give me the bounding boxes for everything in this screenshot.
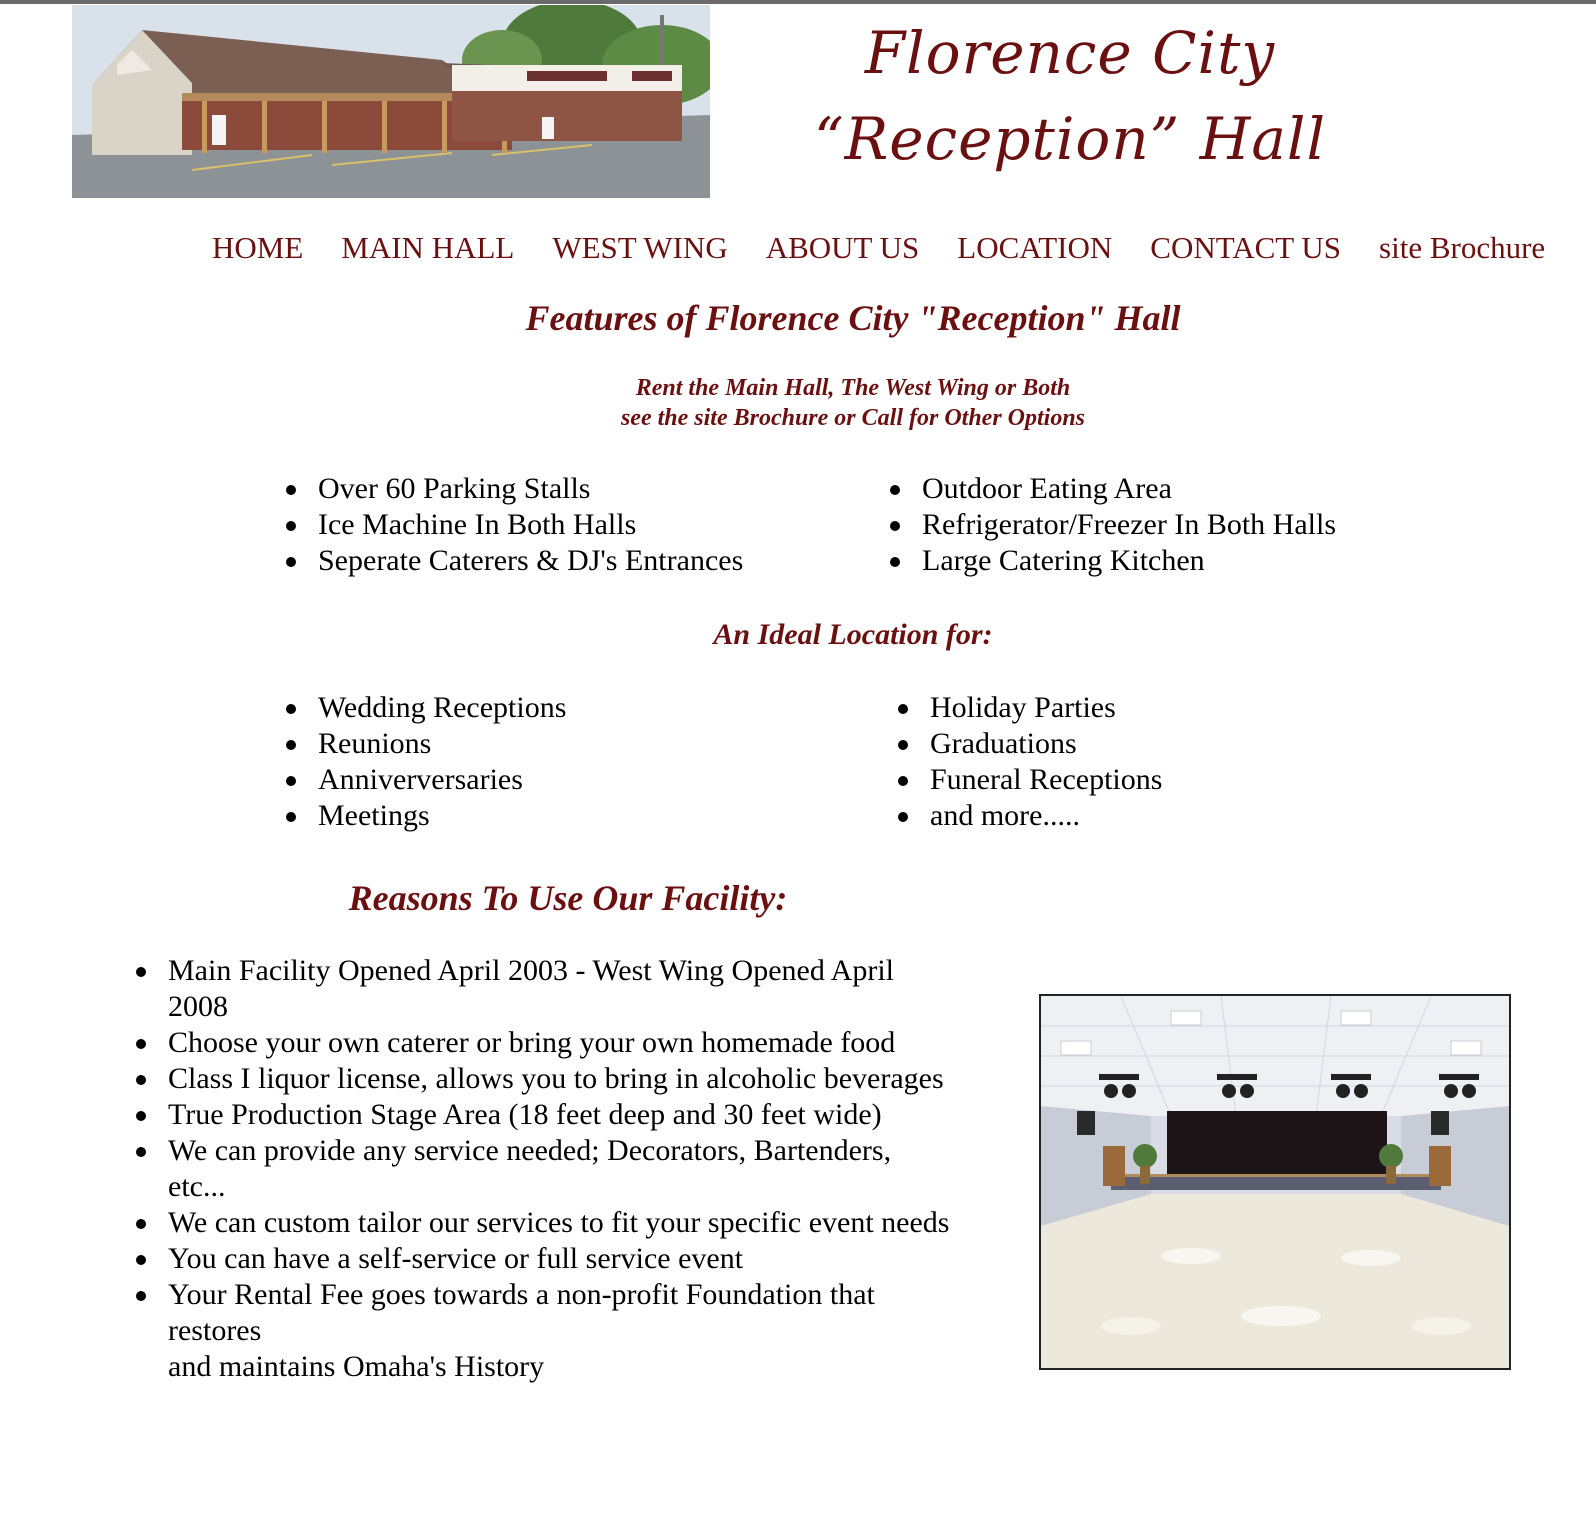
ideal-location-heading: An Ideal Location for: bbox=[713, 618, 993, 651]
list-item-continuation: and maintains Omaha's History bbox=[168, 1350, 545, 1383]
features-heading: Features of Florence City "Reception" Hall bbox=[525, 298, 1181, 338]
logo-line-1: Florence City bbox=[864, 19, 1276, 87]
ideal-list-right bbox=[896, 690, 1162, 834]
list-item: Over 60 Parking Stalls bbox=[284, 471, 743, 507]
list-item bbox=[134, 1277, 954, 1385]
list-item: Class I liquor license, allows you to bring in alcoholic beverages bbox=[134, 1061, 954, 1097]
features-list-left bbox=[284, 471, 743, 579]
list-item: Funeral Receptions bbox=[896, 762, 1162, 798]
hall-interior-photo bbox=[1039, 994, 1511, 1370]
main-nav bbox=[212, 228, 1545, 268]
building-photo bbox=[72, 5, 710, 198]
nav-site-brochure[interactable]: site Brochure bbox=[1379, 230, 1546, 265]
nav-contact-us[interactable]: CONTACT US bbox=[1150, 230, 1342, 265]
nav-west-wing[interactable]: WEST WING bbox=[552, 230, 728, 265]
list-item: Large Catering Kitchen bbox=[888, 543, 1336, 579]
features-subtitle-2: see the site Brochure or Call for Other Options bbox=[620, 405, 1086, 431]
list-item: Wedding Receptions bbox=[284, 690, 566, 726]
list-item: Reunions bbox=[284, 726, 566, 762]
list-item-text: Your Rental Fee goes towards a non-profit Foundation that restores bbox=[168, 1278, 875, 1347]
ideal-list-left bbox=[284, 690, 566, 834]
top-border bbox=[0, 0, 1596, 4]
list-item: Anniverversaries bbox=[284, 762, 566, 798]
reasons-heading: Reasons To Use Our Facility: bbox=[348, 878, 788, 918]
list-item: True Production Stage Area (18 feet deep and 30 feet wide) bbox=[134, 1097, 954, 1133]
list-item: We can custom tailor our services to fit your specific event needs bbox=[134, 1205, 954, 1241]
nav-home[interactable]: HOME bbox=[212, 230, 304, 265]
list-item: and more..... bbox=[896, 798, 1162, 834]
nav-location[interactable]: LOCATION bbox=[957, 230, 1113, 265]
list-item: Choose your own caterer or bring your own homemade food bbox=[134, 1025, 954, 1061]
list-item: Ice Machine In Both Halls bbox=[284, 507, 743, 543]
list-item: Graduations bbox=[896, 726, 1162, 762]
nav-main-hall[interactable]: MAIN HALL bbox=[341, 230, 515, 265]
features-subtitle-1: Rent the Main Hall, The West Wing or Both bbox=[635, 375, 1071, 401]
logo-line-2: “Reception” Hall bbox=[813, 105, 1327, 173]
list-item: Seperate Caterers & DJ's Entrances bbox=[284, 543, 743, 579]
nav-about-us[interactable]: ABOUT US bbox=[765, 230, 920, 265]
features-list-right bbox=[888, 471, 1336, 579]
list-item: You can have a self-service or full service event bbox=[134, 1241, 954, 1277]
list-item: Outdoor Eating Area bbox=[888, 471, 1336, 507]
list-item: Main Facility Opened April 2003 - West Wing Opened April 2008 bbox=[134, 953, 954, 1025]
list-item: Refrigerator/Freezer In Both Halls bbox=[888, 507, 1336, 543]
list-item: Meetings bbox=[284, 798, 566, 834]
site-logo bbox=[790, 10, 1350, 182]
reasons-list bbox=[134, 953, 954, 1385]
list-item: We can provide any service needed; Decorators, Bartenders, etc... bbox=[134, 1133, 954, 1205]
list-item: Holiday Parties bbox=[896, 690, 1162, 726]
